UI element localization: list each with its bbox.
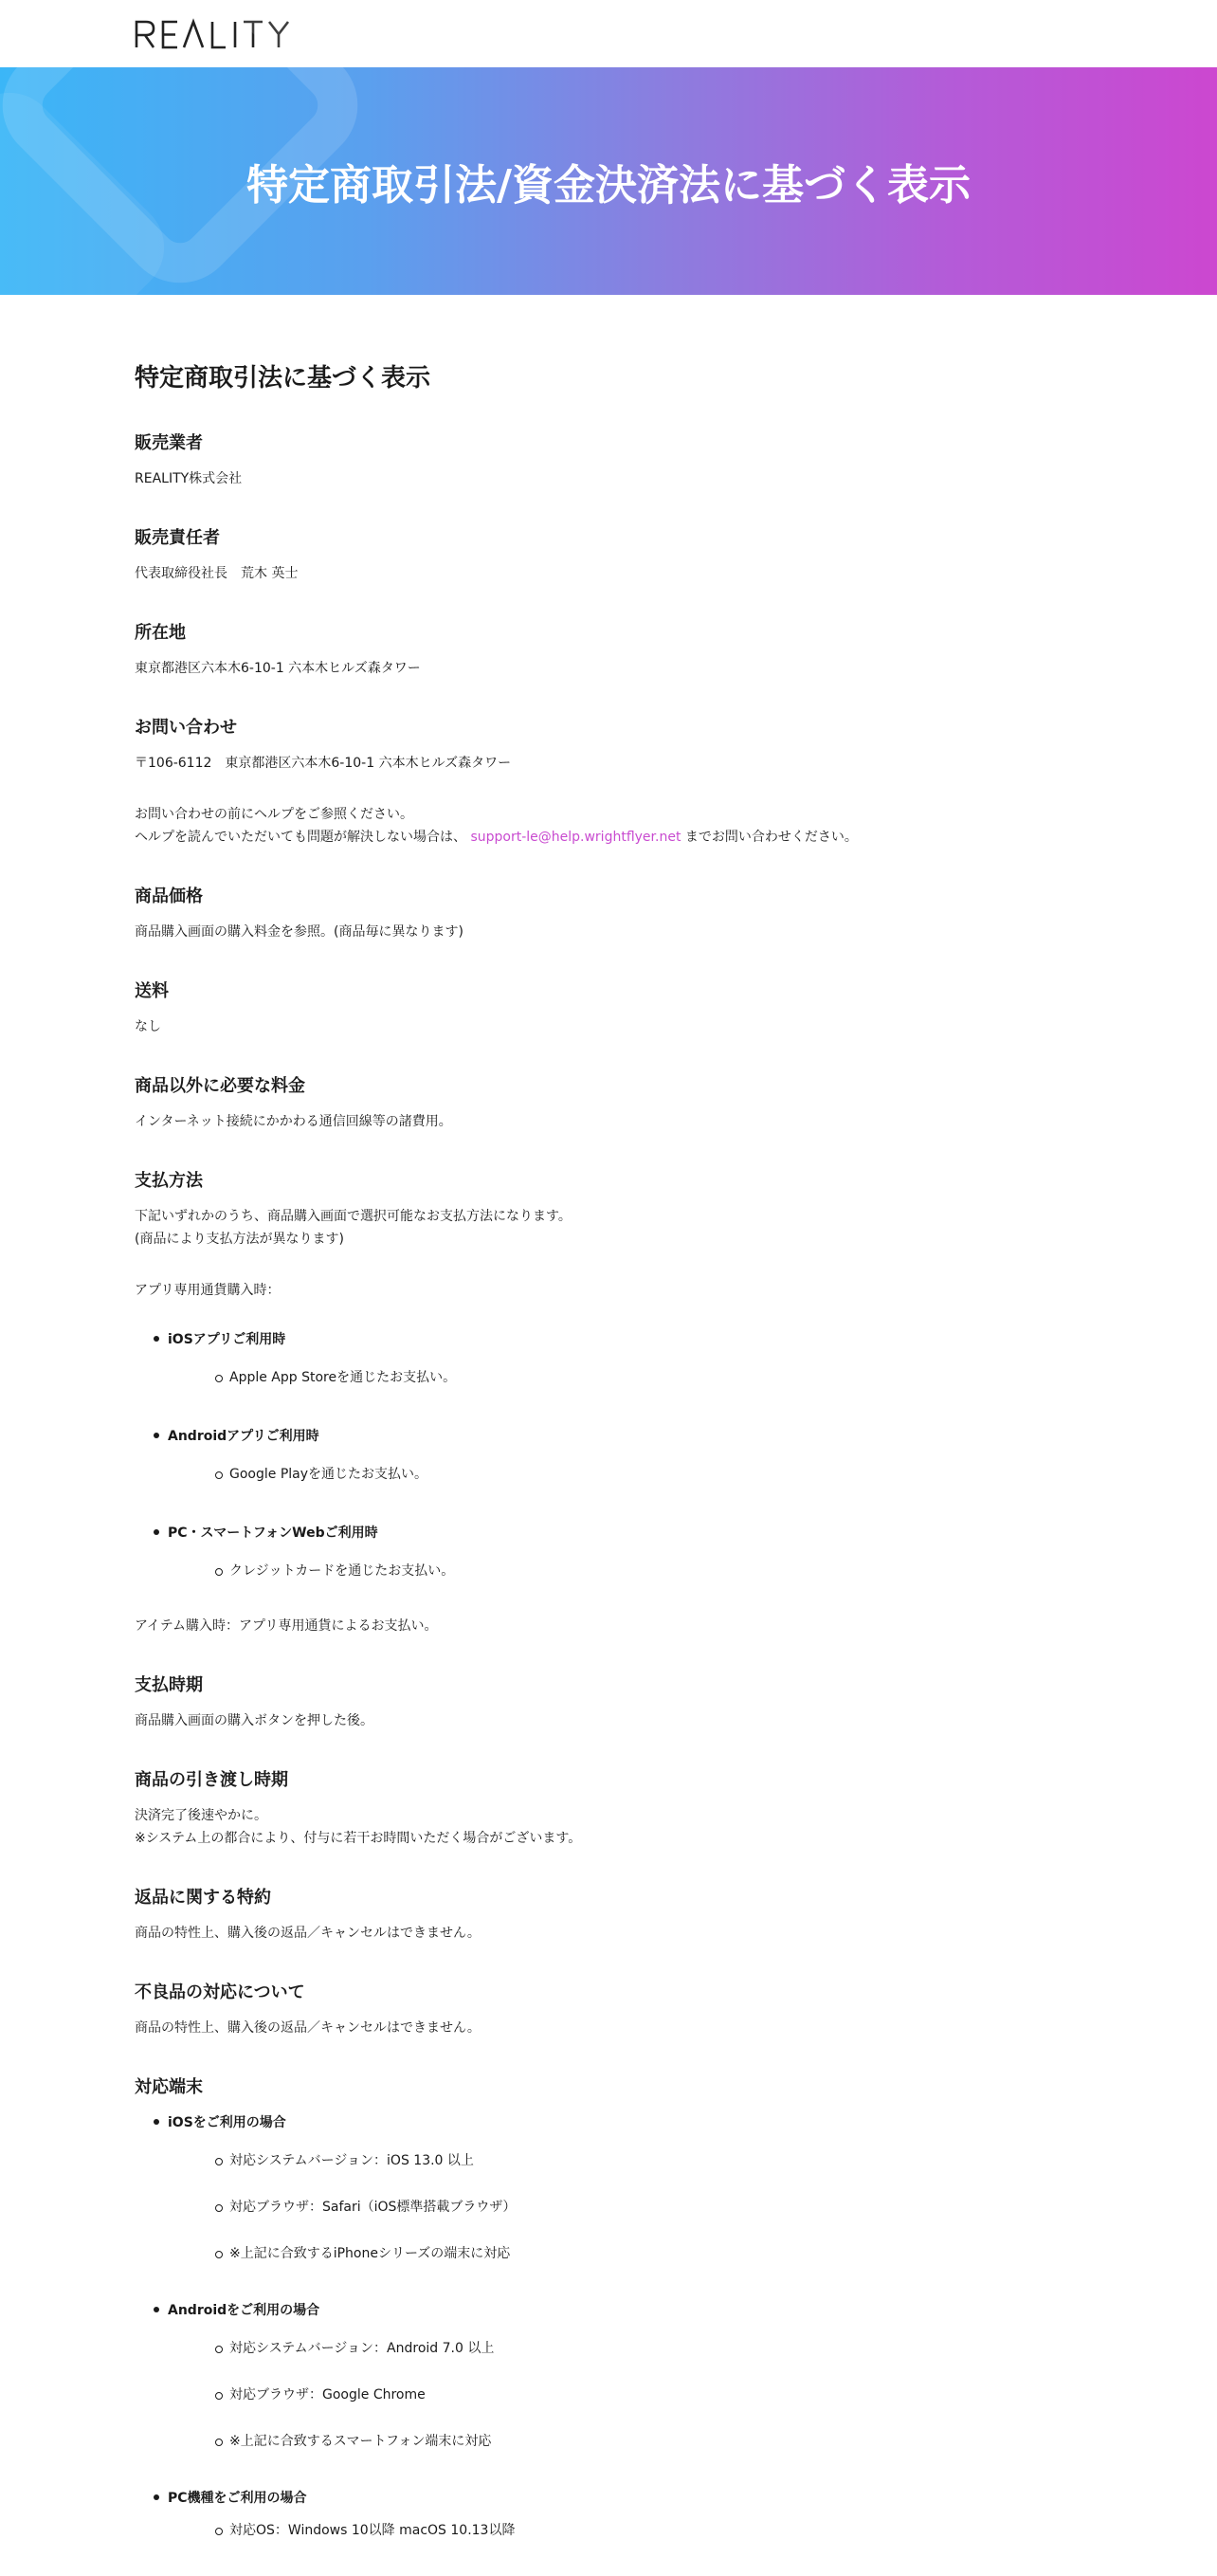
- section-address: [135, 619, 1082, 680]
- section-contact: [135, 714, 1082, 849]
- sub-list-item: ※上記に合致するスマートフォン端末に対応: [168, 2430, 1082, 2453]
- sub-list-item: Apple App Storeを通じたお支払い。: [168, 1366, 1082, 1389]
- hero-banner: [0, 67, 1217, 295]
- devices-list: [135, 2111, 1082, 2542]
- main-content: [135, 358, 1082, 2576]
- list-item-label: PC機種をご利用の場合: [168, 2491, 307, 2506]
- contact-email-pre: ヘルプを読んでいただいても問題が解決しない場合は、: [135, 830, 466, 845]
- sub-list-item: 対応ブラウザ：Safari（iOS標準搭載ブラウザ）: [168, 2196, 1082, 2219]
- shipping-text: なし: [135, 1019, 161, 1034]
- section-title: 販売業者: [135, 433, 203, 453]
- sub-list-item: 対応OS：Windows 10以降 macOS 10.13以降: [168, 2519, 1082, 2542]
- list-item: [135, 1328, 1082, 1389]
- section-title: 支払方法: [135, 1171, 203, 1191]
- list-item-label: PC・スマートフォンWebご利用時: [168, 1526, 378, 1541]
- sub-list-item: ※上記に合致するiPhoneシリーズの端末に対応: [168, 2242, 1082, 2265]
- payment-methods-list: [135, 1328, 1082, 1582]
- section-title: 返品に関する特約: [135, 1888, 271, 1908]
- payment-timing-text: 商品購入画面の購入ボタンを押した後。: [135, 1713, 373, 1728]
- sub-list-item: 対応システムバージョン：Android 7.0 以上: [168, 2337, 1082, 2360]
- contact-email-line: [135, 826, 1082, 849]
- other-fees-text: インターネット接続にかかわる通信回線等の諸費用。: [135, 1114, 452, 1129]
- currency-intro: アプリ専用通貨購入時：: [135, 1283, 281, 1298]
- contact-email-post: までお問い合わせください。: [684, 830, 858, 845]
- list-item-label: Androidアプリご利用時: [168, 1429, 319, 1444]
- contact-address: 〒106-6112 東京都港区六本木6-10-1 六本木ヒルズ森タワー: [135, 756, 512, 771]
- section-payment-timing: [135, 1672, 1082, 1732]
- sub-list: [168, 1463, 1082, 1486]
- section-seller: [135, 429, 1082, 490]
- sub-list-item: 対応システムバージョン：iOS 13.0 以上: [168, 2149, 1082, 2172]
- list-item-label: iOSをご利用の場合: [168, 2115, 286, 2130]
- sub-list: [168, 1560, 1082, 1582]
- contact-help-note: お問い合わせの前にヘルプをご参照ください。: [135, 807, 413, 822]
- sub-list-item: Google Playを通じたお支払い。: [168, 1463, 1082, 1486]
- sub-list: [168, 2149, 1082, 2265]
- list-item: [135, 1522, 1082, 1582]
- section-title: 不良品の対応について: [135, 1982, 305, 2002]
- section-shipping: [135, 977, 1082, 1038]
- sub-list: [168, 1366, 1082, 1389]
- section-title: 対応端末: [135, 2077, 203, 2097]
- list-item: [135, 2299, 1082, 2453]
- section-price: [135, 883, 1082, 943]
- section-title: 商品の引き渡し時期: [135, 1770, 288, 1790]
- section-defects: [135, 1979, 1082, 2039]
- list-item: [135, 2487, 1082, 2542]
- sub-list: [168, 2337, 1082, 2453]
- list-item-label: Androidをご利用の場合: [168, 2303, 320, 2318]
- sub-list-item: クレジットカードを通じたお支払い。: [168, 1560, 1082, 1582]
- section-devices: [135, 2074, 1082, 2542]
- section-other-fees: [135, 1072, 1082, 1133]
- section-title: 送料: [135, 981, 169, 1001]
- support-email-link[interactable]: support-le@help.wrightflyer.net: [470, 830, 681, 845]
- defects-text: 商品の特性上、購入後の返品／キャンセルはできません。: [135, 2020, 481, 2036]
- manager-text: 代表取締役社長 荒木 英士: [135, 566, 299, 581]
- section-payment: [135, 1167, 1082, 1637]
- section-title: 商品価格: [135, 886, 203, 906]
- address-text: 東京都港区六本木6-10-1 六本木ヒルズ森タワー: [135, 661, 421, 676]
- payment-text: 下記いずれかのうち、商品購入画面で選択可能なお支払方法になります。: [135, 1209, 572, 1224]
- sub-list: [168, 2519, 1082, 2542]
- section-title: 商品以外に必要な料金: [135, 1076, 305, 1096]
- section-title: 所在地: [135, 623, 186, 643]
- list-item-label: iOSアプリご利用時: [168, 1332, 286, 1347]
- list-item: [135, 2111, 1082, 2265]
- delivery-text: 決済完了後速やかに。: [135, 1808, 267, 1823]
- section-manager: [135, 524, 1082, 585]
- sub-list-item: 対応ブラウザ：Google Chrome: [168, 2384, 1082, 2406]
- page-title: 特定商取引法に基づく表示: [135, 364, 431, 393]
- price-text: 商品購入画面の購入料金を参照。(商品毎に異なります): [135, 924, 463, 940]
- section-title: 支払時期: [135, 1675, 203, 1695]
- hero-title: 特定商取引法/資金決済法に基づく表示: [245, 161, 972, 210]
- section-delivery: [135, 1766, 1082, 1850]
- section-title: 販売責任者: [135, 528, 220, 548]
- returns-text: 商品の特性上、購入後の返品／キャンセルはできません。: [135, 1926, 481, 1941]
- section-title: お問い合わせ: [135, 718, 237, 738]
- seller-text: REALITY株式会社: [135, 471, 243, 486]
- payment-note: (商品により支払方法が異なります): [135, 1232, 344, 1247]
- delivery-note: ※システム上の都合により、付与に若干お時間いただく場合がございます。: [135, 1831, 582, 1846]
- item-purchase-text: アイテム購入時：アプリ専用通貨によるお支払い。: [135, 1618, 438, 1634]
- section-returns: [135, 1884, 1082, 1945]
- list-item: [135, 1425, 1082, 1486]
